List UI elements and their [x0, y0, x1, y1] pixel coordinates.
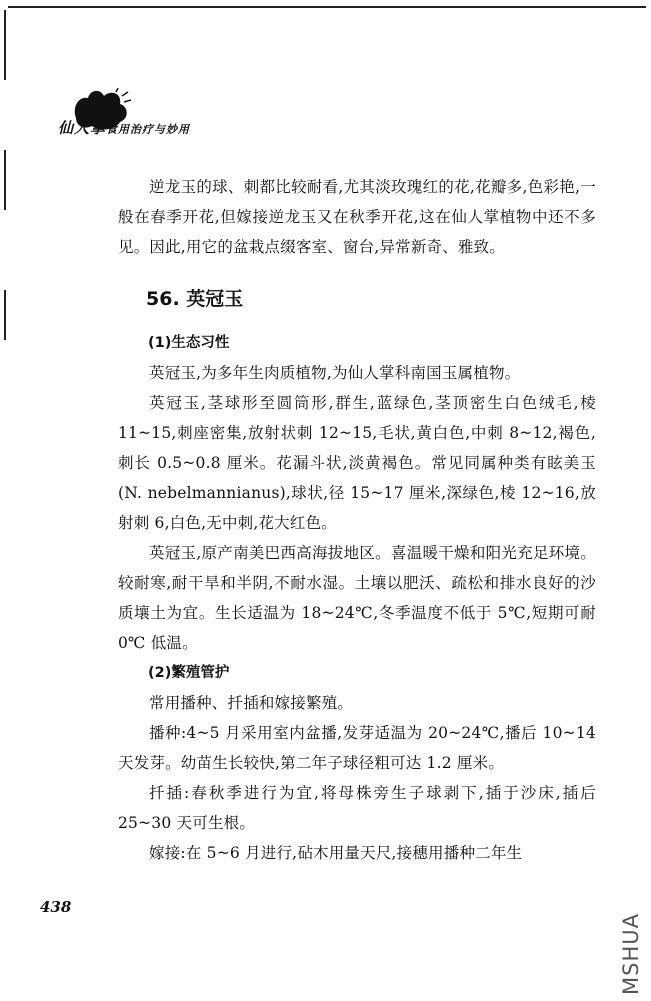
page-content — [118, 172, 596, 868]
subsection-heading-ecology: (1)生态习性 — [148, 335, 230, 351]
left-edge-mark — [4, 10, 6, 80]
watermark: MSHUA — [619, 913, 643, 995]
section-title: 56. 英冠玉 — [146, 288, 244, 310]
propagation-paragraph: 播种:4~5 月采用室内盆播,发芽适温为 20~24℃,播后 10~14 天发芽。幼苗生长较快,第二年子球径粗可达 1.2 厘米。 — [118, 724, 596, 772]
left-edge-mark — [4, 290, 6, 340]
header-title — [58, 117, 190, 138]
ecology-paragraph: 英冠玉,为多年生肉质植物,为仙人掌科南国玉属植物。 — [149, 364, 521, 382]
propagation-paragraph: 扦插:春秋季进行为宜,将母株旁生子球剥下,插于沙床,插后 25~30 天可生根。 — [118, 784, 596, 832]
intro-paragraph: 逆龙玉的球、刺都比较耐看,尤其淡玫瑰红的花,花瓣多,色彩艳,一般在春季开花,但嫁接逆龙玉又在秋季开花,这在仙人掌植物中还不多见。因此,用它的盆栽点缀客室、窗台,异常新奇、雅致。 — [118, 178, 596, 256]
top-rule — [8, 6, 646, 8]
propagation-paragraph: 常用播种、扦插和嫁接繁殖。 — [149, 694, 354, 712]
ecology-paragraph: 英冠玉,茎球形至圆筒形,群生,蓝绿色,茎顶密生白色绒毛,棱 11~15,刺座密集,放射状刺 12~15,毛状,黄白色,中刺 8~12,褐色,刺长 0.5~0.8 厘米。花漏斗状,淡黄褐色。常见同属种类有眩美玉(N. nebelmannianus),球状,径 15~17 厘米,深绿色,棱 12~16,放射刺 6,白色,无中刺,花大红色。 — [118, 394, 596, 532]
subsection-heading-propagation: (2)繁殖管护 — [148, 665, 230, 681]
propagation-paragraph: 嫁接:在 5~6 月进行,砧木用量天尺,接穗用播种二年生 — [149, 844, 523, 862]
header-title-sub: 食用治疗与妙用 — [106, 123, 191, 136]
ecology-paragraph: 英冠玉,原产南美巴西高海拔地区。喜温暖干燥和阳光充足环境。较耐寒,耐干旱和半阴,不耐水湿。土壤以肥沃、疏松和排水良好的沙质壤土为宜。生长适温为 18~24℃,冬季温度不低于 5℃,短期可耐 0℃ 低温。 — [118, 544, 596, 652]
left-edge-mark — [4, 150, 6, 210]
page-number: 438 — [40, 898, 72, 916]
header-title-main: 仙人掌 — [58, 119, 107, 137]
